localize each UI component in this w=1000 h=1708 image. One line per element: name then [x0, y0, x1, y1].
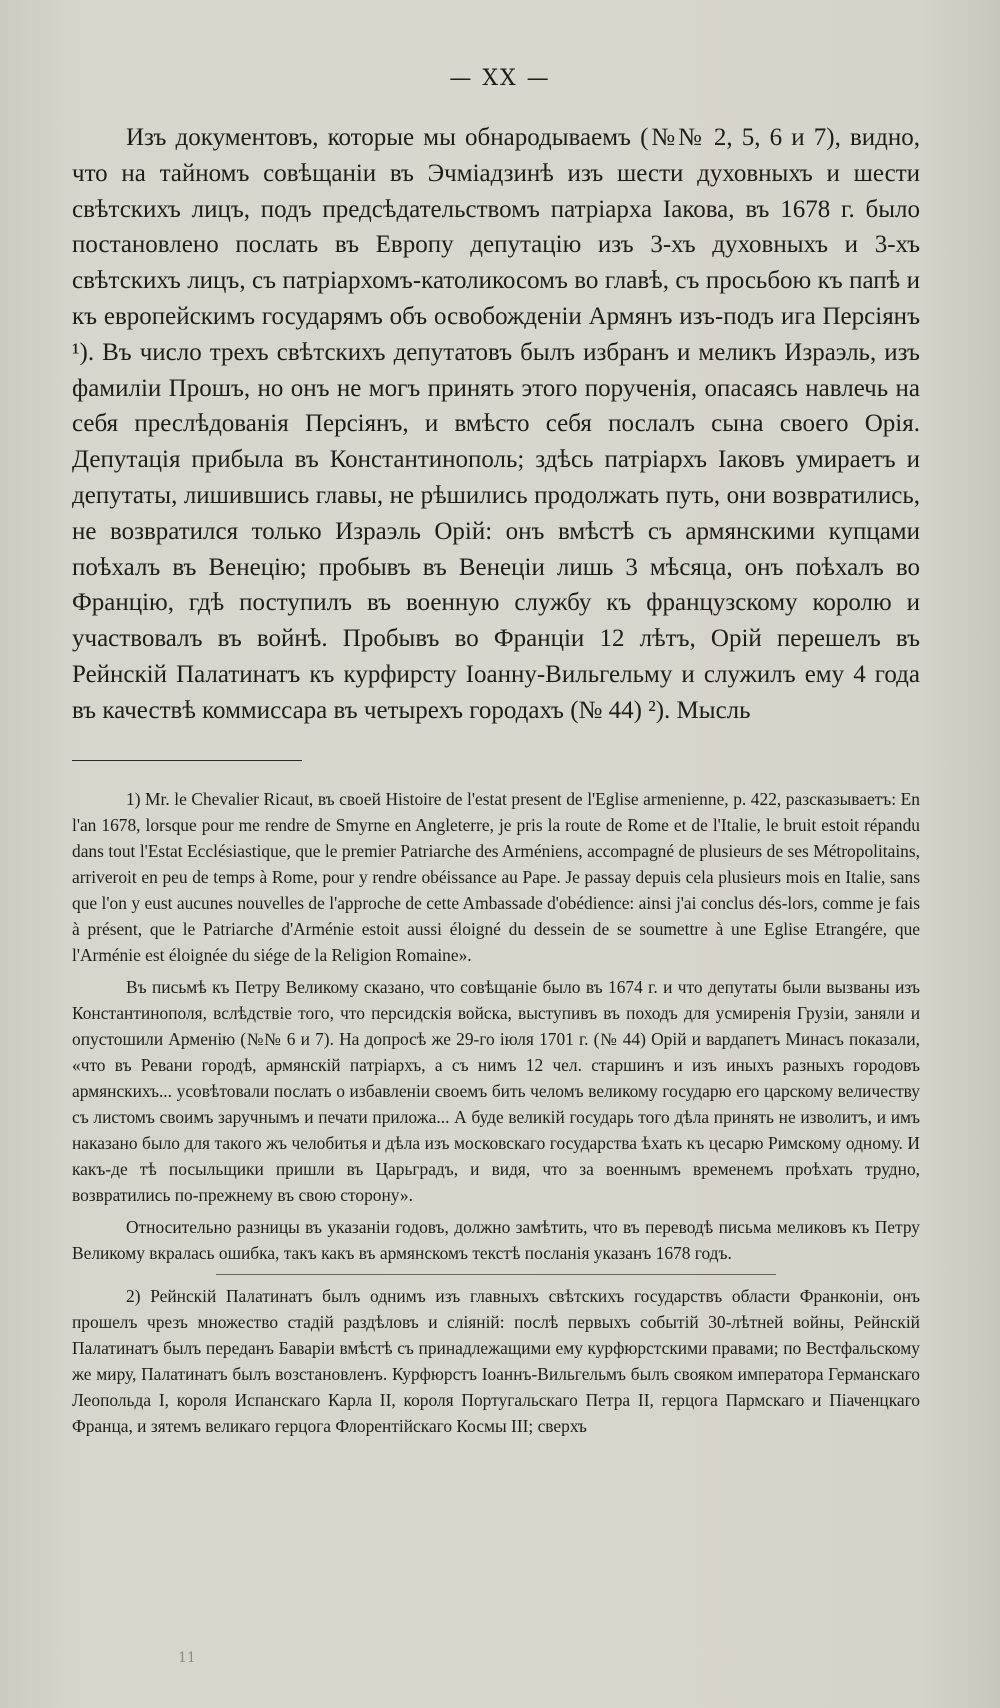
page-number: — XX —: [449, 66, 551, 91]
footnote-rule: [72, 760, 302, 761]
main-text-block: [72, 120, 920, 729]
footnote-1-note: Относительно разницы въ указаніи годовъ, должно замѣтить, что въ переводѣ письма меликовъ къ Петру Великому вкралась ошибка, такъ какъ въ армянскомъ текстѣ посланія указанъ 1678 годъ.: [72, 1217, 920, 1263]
footnote-1-letter: Въ письмѣ къ Петру Великому сказано, что совѣщаніе было въ 1674 г. и что депутаты были вызваны изъ Константинополя, вслѣдствіе того, что персидскія войска, выступивъ въ походъ для усмиренія Грузіи, заняли и опустошили Арменію (№№ 6 и 7). На допросѣ же 29-го іюля 1701 г. (№ 44) Орій и вардапетъ Минасъ показали, «что въ Ревани городѣ, армянскій патріархъ, а съ нимъ 12 чел. старшинъ и изъ иныхъ разныхъ городовъ армянскихъ... усовѣтовали послать о избавленіи своемъ бить челомъ великому государю его царскому величеству съ листомъ своимъ заручнымъ и печати приложа... А буде великій государь того дѣла принять не изволитъ, и имъ наказано было для такого жъ челобитья и дѣла изъ московскаго государства ѣхать къ цесарю Римскому одному. И какъ-де тѣ посыльщики пришли въ Царьградъ, и видя, что за военнымъ временемъ проѣхать трудно, возвратились по-прежнему въ свою сторону».: [72, 977, 920, 1205]
footnote-separator: [216, 1274, 776, 1275]
footnotes-block: [72, 786, 920, 1445]
main-paragraph: Изъ документовъ, которые мы обнародываемъ (№№ 2, 5, 6 и 7), видно, что на тайномъ совѣщаніи въ Эчміадзинѣ изъ шести духовныхъ и шести свѣтскихъ лицъ, подъ предсѣдательствомъ патріарха Іакова, въ 1678 г. было постановлено послать въ Европу депутацію изъ 3-хъ духовныхъ и 3-хъ свѣтскихъ лицъ, съ патріархомъ-католикосомъ во главѣ, съ просьбою къ папѣ и къ европейскимъ государямъ объ освобожденіи Армянъ изъ-подъ ига Персіянъ ¹). Въ число трехъ свѣтскихъ депутатовъ былъ избранъ и меликъ Израэль, изъ фамиліи Прошъ, но онъ не могъ принять этого порученія, опасаясь навлечь на себя преслѣдованія Персіянъ, и вмѣсто себя послалъ сына своего Орія. Депутація прибыла въ Константинополь; здѣсь патріархъ Іаковъ умираетъ и депутаты, лишившись главы, не рѣшились продолжать путь, они возвратились, не возвратился только Израэль Орій: онъ вмѣстѣ съ армянскими купцами поѣхалъ въ Венецію; пробывъ въ Венеціи лишь 3 мѣсяца, онъ поѣхалъ во Францію, гдѣ поступилъ въ военную службу къ французскому королю и участвовалъ въ войнѣ. Пробывъ во Франціи 12 лѣтъ, Орій перешелъ въ Рейнскій Палатинатъ къ курфирсту Іоанну-Вильгельму и служилъ ему 4 года въ качествѣ коммиссара въ четырехъ городахъ (№ 44) ²). Мысль: [72, 124, 920, 724]
page-bottom-mark: 11: [178, 1650, 196, 1666]
footnote-1-quote: 1) Mr. le Chevalier Ricaut, въ своей Histoire de l'estat present de l'Eglise armenienne, p. 422, разсказываетъ: En l'an 1678, lorsque pour me rendre de Smyrne en Angleterre, je pris la route de Rome et de l'Italie, le bruit estoit répandu dans tout l'Estat Ecclésiastique, que le premier Patriarche des Arméniens, accompagné de plusieurs de ses Métropolitains, arriveroit en peu de temps à Rome, pour y rendre obéissance au Pape. Je passay depuis cela plusieurs mois en Italie, sans que l'on y eust aucunes nouvelles de l'approche de cette Ambassade d'obédience: ainsi j'ai conclus dés-lors, comme je fais à présent, que le Patriarche d'Arménie estoit aussi éloigné du dessein de se soumettre à une Eglise Etrangére, que l'Arménie est éloignée du siége de la Religion Romaine».: [72, 789, 920, 965]
footnote-2: 2) Рейнскій Палатинатъ былъ однимъ изъ главныхъ свѣтскихъ государствъ области Франконіи, онъ прошелъ чрезъ множество стадій раздѣловъ и сліяній: послѣ первыхъ событій 30-лѣтней войны, Рейнскій Палатинатъ былъ переданъ Баваріи вмѣстѣ съ принадлежащими ему курфюрстскими правами; по Вестфальскому же миру, Палатинатъ былъ возстановленъ. Курфюрстъ Іоаннъ-Вильгельмъ былъ свояком императора Германскаго Леопольда I, короля Испанскаго Карла II, короля Португальскаго Петра II, герцога Пармскаго и Піаченцкаго Франца, и зятемъ великаго герцога Флорентійскаго Космы III; сверхъ: [72, 1286, 920, 1436]
